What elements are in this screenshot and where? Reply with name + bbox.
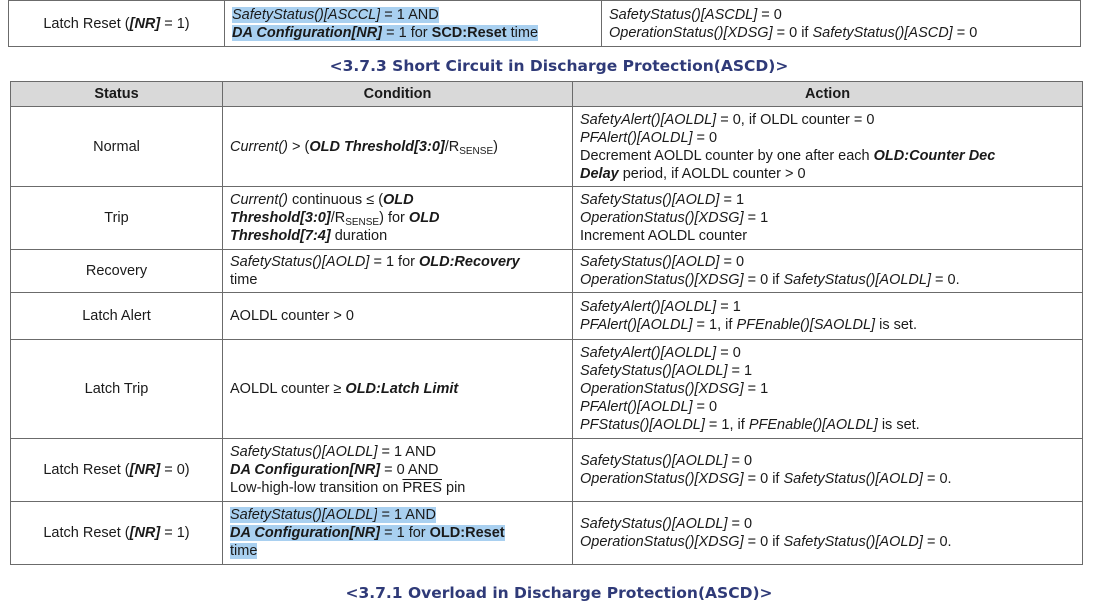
header-condition: Condition (223, 82, 573, 107)
condition-cell: SafetyStatus()[ASCCL] = 1 AND DA Configuration[NR] = 1 for SCD:Reset time (225, 1, 602, 47)
action-cell: SafetyAlert()[AOLDL] = 1 PFAlert()[AOLDL] = 1, if PFEnable()[SAOLDL] is set. (573, 293, 1083, 340)
caption-short-circuit: <3.7.3 Short Circuit in Discharge Protection(ASCD)> (329, 57, 789, 75)
row-latch-reset-1 (11, 502, 1083, 565)
condition-cell: SafetyStatus()[AOLD] = 1 for OLD:Recovery time (223, 250, 573, 293)
condition-cell: SafetyStatus()[AOLDL] = 1 AND DA Configuration[NR] = 1 for OLD:Reset time (223, 502, 573, 565)
condition-cell: AOLDL counter > 0 (223, 293, 573, 340)
status-cell: Trip (11, 187, 223, 250)
action-cell: SafetyStatus()[AOLD] = 1 OperationStatus()[XDSG] = 1 Increment AOLDL counter (573, 187, 1083, 250)
row-recovery (11, 250, 1083, 293)
status-cell: Recovery (11, 250, 223, 293)
header-action: Action (573, 82, 1083, 107)
caption-overload: <3.7.1 Overload in Discharge Protection(ASCD)> (345, 584, 773, 602)
row-latch-trip (11, 340, 1083, 439)
condition-cell: Current() continuous ≤ (OLD $Threshold[3:0]/R_{SENSE}$) for OLD Threshold[7:4] duration (223, 187, 573, 250)
status-cell: Normal (11, 107, 223, 187)
action-cell: SafetyAlert()[AOLDL] = 0 SafetyStatus()[AOLDL] = 1 OperationStatus()[XDSG] = 1 PFAlert()[AOLDL] = 0 PFStatus()[AOLDL] = 1, if PFEnable()[AOLDL] is set. (573, 340, 1083, 439)
aold-table (10, 81, 1083, 565)
condition-cell: Current() > (OLD $Threshold[3:0]/R_{SENSE}$) (223, 107, 573, 187)
header-status: Status (11, 82, 223, 107)
action-cell: SafetyStatus()[ASCDL] = 0 OperationStatus()[XDSG] = 0 if SafetyStatus()[ASCD] = 0 (602, 1, 1081, 47)
condition-cell: AOLDL counter ≥ OLD:Latch Limit (223, 340, 573, 439)
table-row (9, 1, 1081, 47)
condition-cell: SafetyStatus()[AOLDL] = 1 AND DA Configuration[NR] = 0 AND Low-high-low transition on PRES pin (223, 439, 573, 502)
action-cell: SafetyStatus()[AOLDL] = 0 OperationStatus()[XDSG] = 0 if SafetyStatus()[AOLD] = 0. (573, 502, 1083, 565)
header-row (11, 82, 1083, 107)
row-normal (11, 107, 1083, 187)
row-latch-alert (11, 293, 1083, 340)
action-cell: SafetyStatus()[AOLD] = 0 OperationStatus()[XDSG] = 0 if SafetyStatus()[AOLDL] = 0. (573, 250, 1083, 293)
status-cell: Latch Reset ([NR] = 0) (11, 439, 223, 502)
row-latch-reset-0 (11, 439, 1083, 502)
ascd-table-fragment (8, 0, 1081, 47)
status-cell: Latch Alert (11, 293, 223, 340)
action-cell: SafetyStatus()[AOLDL] = 0 OperationStatus()[XDSG] = 0 if SafetyStatus()[AOLD] = 0. (573, 439, 1083, 502)
action-cell: SafetyAlert()[AOLDL] = 0, if OLDL counter = 0 PFAlert()[AOLDL] = 0 Decrement AOLDL counter by one after each OLD:Counter Dec Delay period, if AOLDL counter > 0 (573, 107, 1083, 187)
status-cell: Latch Trip (11, 340, 223, 439)
status-cell: Latch Reset ([NR] = 1) (9, 1, 225, 47)
row-trip (11, 187, 1083, 250)
status-cell: Latch Reset ([NR] = 1) (11, 502, 223, 565)
